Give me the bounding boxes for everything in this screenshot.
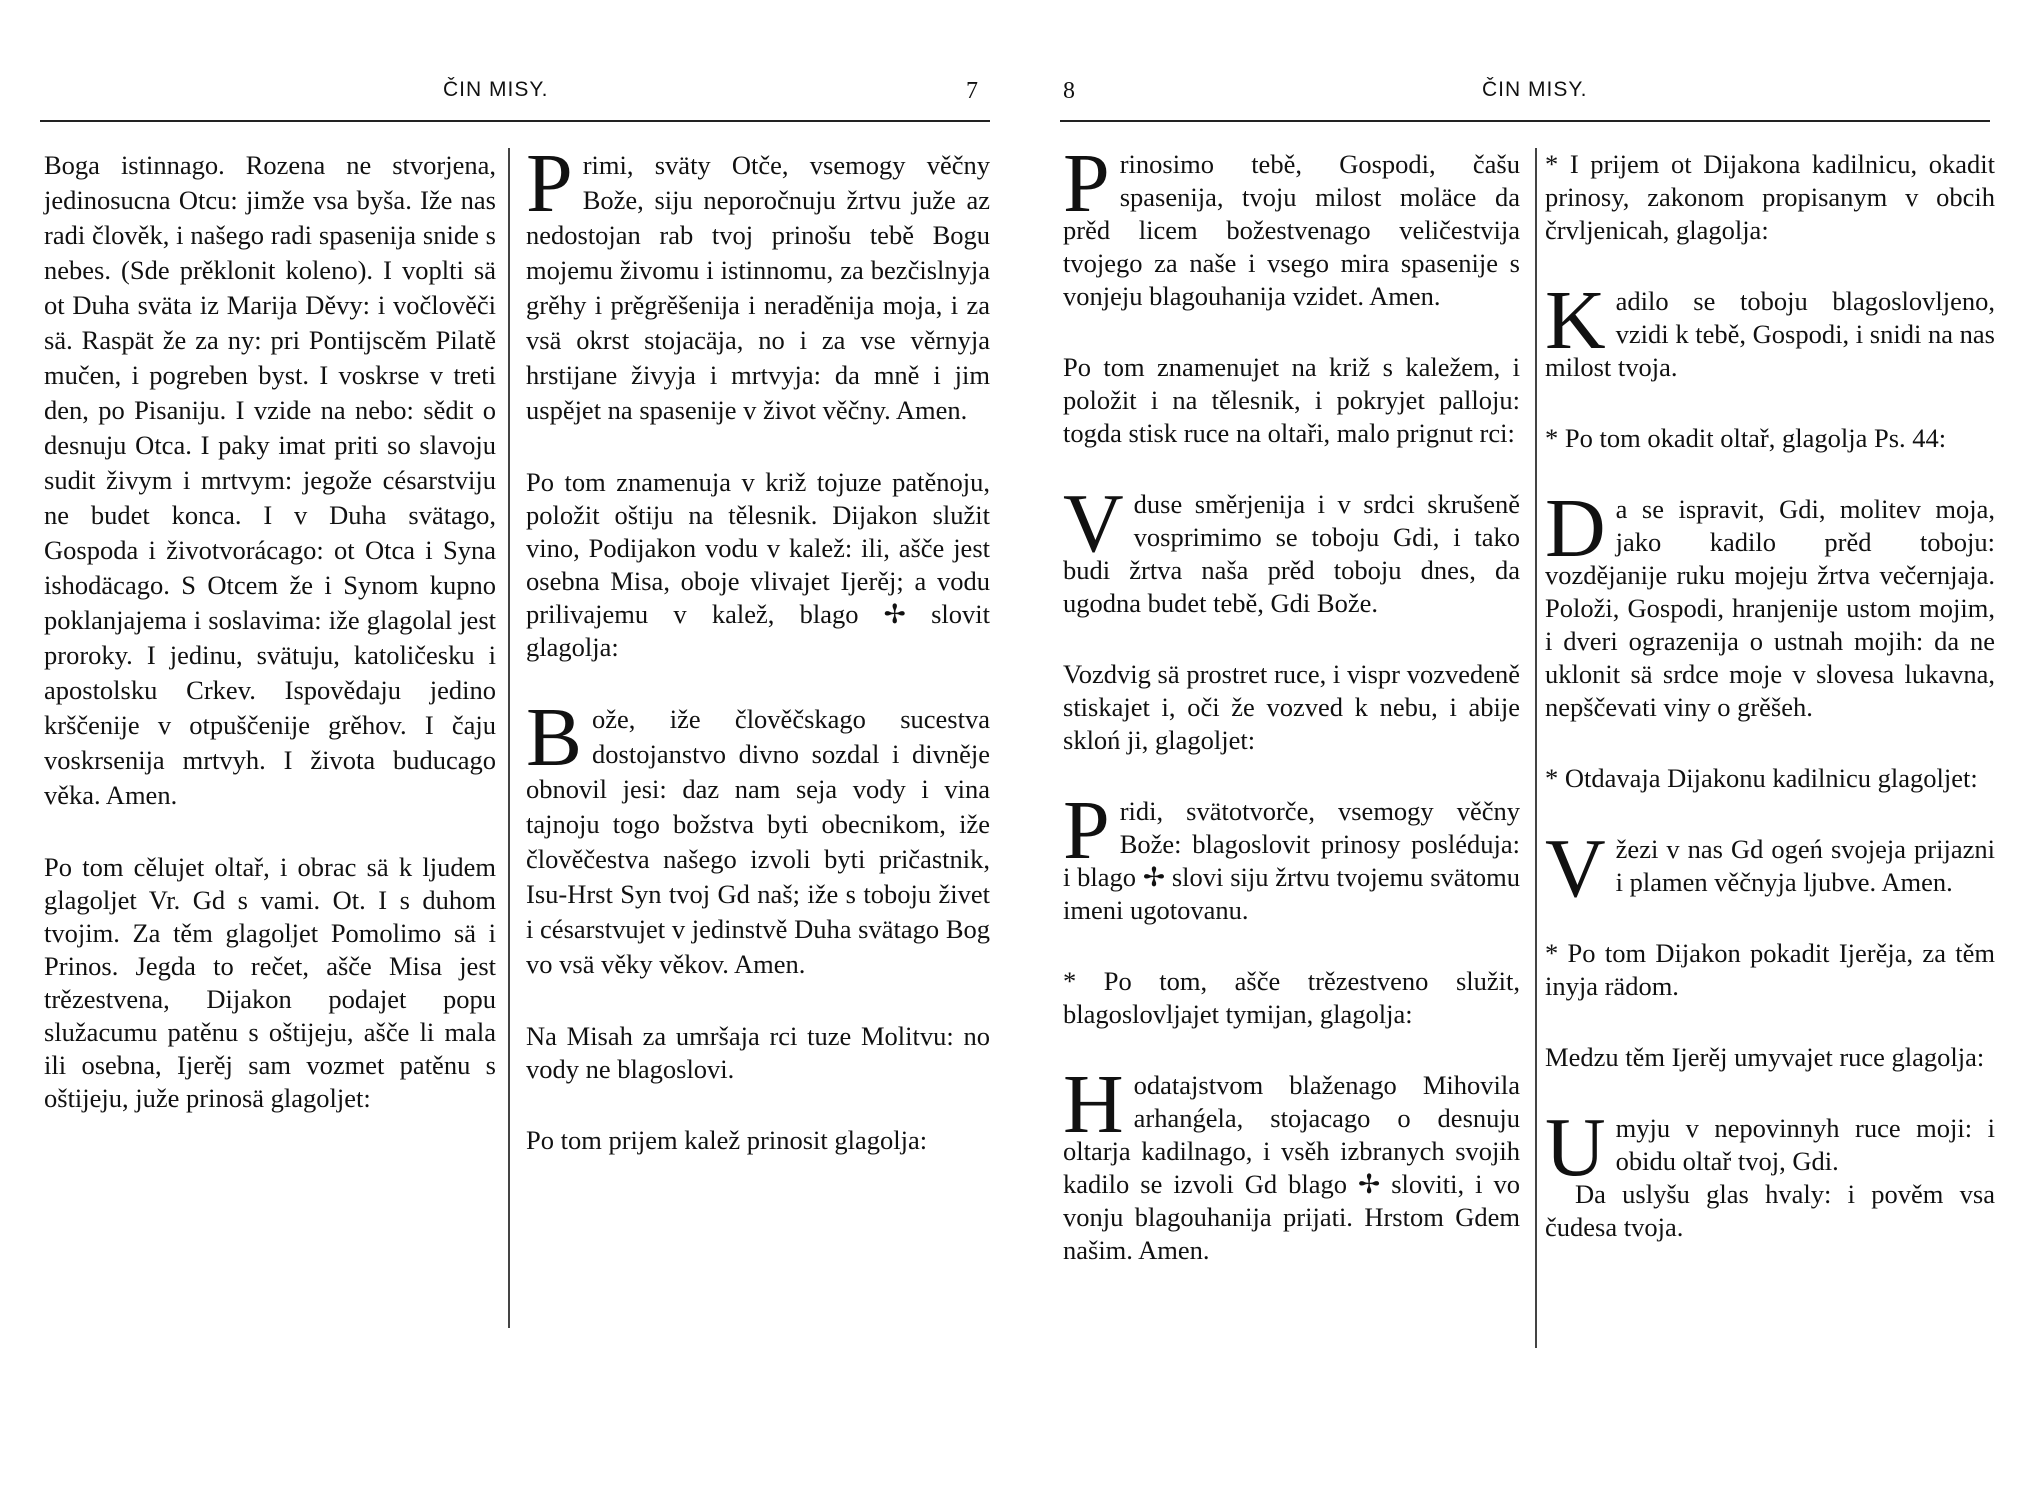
rubric-paragraph: Vozdvig sä prostret ruce, i vispr vozvedeně stiskajet i, oči že vozved k nebu, i abije skloń ji, glagoljet: xyxy=(1063,659,1520,755)
prayer-text: ridi, svätotvorče, vsemogy věčny Bože: blagoslovit prinosy posléduja: i blago ✢ slovi siju žrtvu tvojemu svätomu imeni ugotovanu. xyxy=(1063,796,1520,925)
drop-cap: K xyxy=(1545,274,1606,367)
prayer-umyju xyxy=(1545,1101,1995,1194)
prayer-text: žezi v nas Gd ogeń svojeja prijazni i plamen věčnyja ljubve. Amen. xyxy=(1615,834,1995,897)
psalm-verse: Da uslyšu glas hvaly: i pověm vsa čudesa tvoja. xyxy=(1545,1179,1995,1242)
left-page-column-1 xyxy=(44,148,496,1115)
prayer-da-se-ispravit xyxy=(1545,482,1995,724)
prayer-text: a se ispravit, Gdi, molitev moja, jako kadilo prěd toboju: vozdějanije ruku mojeju žrtva večernjaja. Položi, Gospodi, hranjenije ustom mojim, i dveri ograzenija o ustnah mojih: da ne uklonit sä srdce moje v slovesa lukavna, nepščevati viny o grěšeh. xyxy=(1545,494,1995,722)
left-page-number: 7 xyxy=(966,78,978,104)
right-column-divider xyxy=(1535,148,1537,1348)
right-page-number: 8 xyxy=(1063,78,1075,104)
rubric-paragraph: Po tom cělujet oltař, i obrac sä k ljudem glagoljet Vr. Gd s vami. Ot. I s duhom tvojim. Za těm glagoljet Pomolimo sä i Prinos. Jegda to rečet, ašče Misa jest trězestvena, Dijakon podajet popu služacumu patěnu s oštijeju, ašče li mala ili osebna, Ijerěj sam vozmet patěnu s oštijeju, juže prinosä glagoljet: xyxy=(44,852,496,1113)
drop-cap: P xyxy=(1063,784,1110,877)
prayer-vzezi xyxy=(1545,822,1995,915)
drop-cap: P xyxy=(1063,137,1110,230)
prayer-hodatajstvom xyxy=(1063,1058,1520,1267)
prayer-prinosimo xyxy=(1063,137,1520,313)
right-header-rule xyxy=(1060,120,1990,122)
right-page-column-2 xyxy=(1545,148,1995,1244)
drop-cap: P xyxy=(526,137,573,230)
drop-cap: B xyxy=(526,691,583,784)
drop-cap: V xyxy=(1063,477,1124,570)
rubric-paragraph: Po tom znamenuja v križ tojuze patěnoju, položit oštiju na tělesnik. Dijakon služit vino, Podijakon vodu v kalež: ili, ašče jest osebna Misa, oboje vlivajet Ijerěj; a vodu prilivajemu v kalež, blago ✢ slovit glagolja: xyxy=(526,467,990,662)
right-page-header: ČIN MISY. xyxy=(1482,78,1588,101)
prayer-text: ože, iže člověčskago sucestva dostojanstvo divno sozdal i divněje obnovil jesi: daz nam seja vody i vina tajnoju togo božstva byti obecnikom, iže člověčestva našego izvoli byti pričastnik, Isu-Hrst Syn tvoj Gd naš; iže s toboju živet i césarstvujet v jedinstvě Duha svätago Bog vo vsä věky věkov. Amen. xyxy=(526,704,990,979)
prayer-kadilo xyxy=(1545,274,1995,384)
rubric-paragraph: * Po tom Dijakon pokadit Ijerěja, za těm inyja rädom. xyxy=(1545,938,1995,1001)
left-column-divider xyxy=(508,148,510,1328)
creed-text: Boga istinnago. Rozena ne stvorjena, jedinosucna Otcu: jimže vsa byša. Iže nas radi člověk, i našego radi spasenija snide s nebes. (Sde prěklonit koleno). I voplti sä ot Duha sväta iz Marija Děvy: i vočlověči sä. Raspät že za ny: pri Pontijscěm Pilatě mučen, i pogreben byst. I voskrse v treti den, po Pisaniju. I vzide na nebo: sědit o desnuju Otca. I paky imat priti so slavoju sudit živym i mrtvym: jegože césarstviju ne budet konca. I v Duha svätago, Gospoda i životvorácago: ot Otca i Syna ishodäcago. S Otcem že i Synom kupno poklanjajema i soslavima: iže glagolal jest proroky. I jedinu, svätuju, katoličesku i apostolsku Crkev. Ispovědaju jedino krščenije v otpuščenije grěhov. I čaju voskrsenija mrtvyh. I života buducago věka. Amen. xyxy=(44,150,496,810)
drop-cap: D xyxy=(1545,482,1606,575)
right-page-column-1 xyxy=(1063,137,1520,1267)
prayer-text: duse směrjenija i v srdci skrušeně vosprimimo se toboju Gdi, i tako budi žrtva naša prěd toboju dnes, da ugodna budet tebě, Gdi Bože. xyxy=(1063,489,1520,618)
rubric-paragraph: * Po tom, ašče trězestveno služit, blagoslovljajet tymijan, glagolja: xyxy=(1063,966,1520,1029)
prayer-text: rinosimo tebě, Gospodi, čašu spasenija, tvoju milost moläce da prěd licem božestvenago veličestvija tvojego za naše i vsego mira spasenije s vonjeju blagouhanija vzidet. Amen. xyxy=(1063,149,1520,311)
prayer-primi xyxy=(526,137,990,428)
prayer-text: rimi, sväty Otče, vsemogy věčny Bože, siju neporočnuju žrtvu juže az nedostojan rab tvoj prinošu tebě Bogu mojemu živomu i istinnomu, za bezčislnyja grěhy i prěgrěšenija i neraděnija moja, i za vsä okrst stojacäja, no i za vse věrnyja hrstijane živyja i mrtvyja: da mně i jim uspějet na spasenije v život věčny. Amen. xyxy=(526,150,990,425)
rubric-paragraph: Po tom znamenujet na križ s kaležem, i položit i na tělesnik, i pokryjet palloju: togda stisk ruce na oltaři, malo prignut rci: xyxy=(1063,352,1520,448)
prayer-text: myju v nepovinnyh ruce moji: i obidu oltař tvoj, Gdi. xyxy=(1615,1113,1995,1176)
prayer-text: odatajstvom blaženago Mihovila arhanǵela, stojacago o desnuju oltarja kadilnago, i vsěh izbranych svojih kadilo se izvoli Gd blago ✢ sloviti, i vo vonju blagouhanija prijati. Hrstom Gdem našim. Amen. xyxy=(1063,1070,1520,1265)
left-page-column-2 xyxy=(526,137,990,1157)
left-page-header: ČIN MISY. xyxy=(443,78,549,101)
drop-cap: U xyxy=(1545,1101,1606,1194)
prayer-vduse xyxy=(1063,477,1520,620)
rubric-paragraph: * Po tom okadit oltař, glagolja Ps. 44: xyxy=(1545,423,1947,453)
prayer-text: adilo se toboju blagoslovljeno, vzidi k tebě, Gospodi, i snidi na nas milost tvoja. xyxy=(1545,286,1995,382)
rubric-paragraph: * Otdavaja Dijakonu kadilnicu glagoljet: xyxy=(1545,763,1978,793)
drop-cap: H xyxy=(1063,1058,1124,1151)
rubric-paragraph: Na Misah za umršaja rci tuze Molitvu: no vody ne blagoslovi. xyxy=(526,1021,990,1084)
rubric-paragraph: * I prijem ot Dijakona kadilnicu, okadit prinosy, zakonom propisanym v obcih črvljenicah, glagolja: xyxy=(1545,149,1995,245)
left-header-rule xyxy=(40,120,990,122)
prayer-pridi xyxy=(1063,784,1520,927)
prayer-boze xyxy=(526,691,990,982)
drop-cap: V xyxy=(1545,822,1606,915)
rubric-paragraph: Po tom prijem kalež prinosit glagolja: xyxy=(526,1125,928,1155)
rubric-paragraph: Medzu těm Ijerěj umyvajet ruce glagolja: xyxy=(1545,1042,1985,1072)
